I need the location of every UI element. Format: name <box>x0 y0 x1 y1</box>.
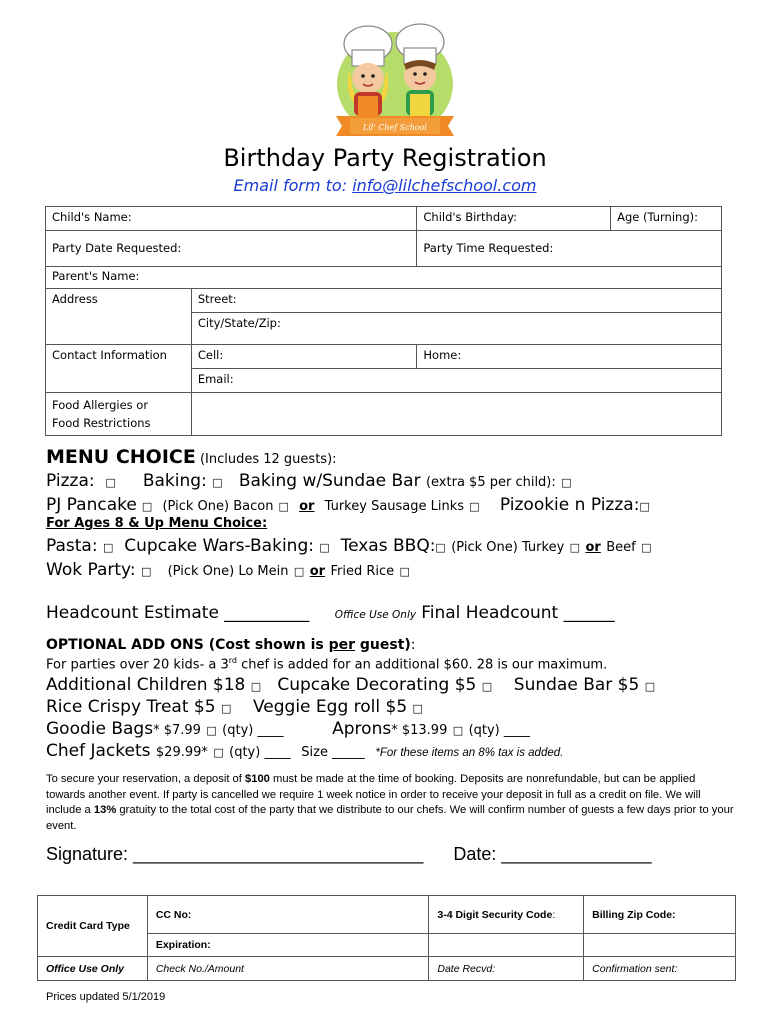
turkey-sausage-label: Turkey Sausage Links <box>324 499 465 514</box>
cc-type-field[interactable] <box>38 896 148 957</box>
menu-line-1 <box>46 471 572 491</box>
addons-heading-per: per <box>328 637 356 653</box>
registration-info-table <box>45 206 722 436</box>
security-code-field[interactable] <box>429 896 584 934</box>
pj-pancake-checkbox[interactable]: □ <box>141 500 153 513</box>
parent-name-field[interactable] <box>46 267 722 289</box>
child-name-field[interactable] <box>46 207 417 231</box>
email-prefix: Email form to: <box>233 176 353 195</box>
pizookie-checkbox[interactable]: □ <box>639 500 650 513</box>
menu-line-2 <box>46 495 650 515</box>
menu-heading: MENU CHOICE <box>46 446 196 468</box>
parent-name-label: Parent's Name: <box>52 269 140 283</box>
chef-jackets-size[interactable]: Size _____ <box>301 745 365 760</box>
aprons-checkbox[interactable]: □ <box>452 724 464 737</box>
deposit-policy <box>46 772 736 834</box>
expiration-blank-2 <box>584 934 736 957</box>
beef-checkbox[interactable]: □ <box>641 541 652 554</box>
bacon-checkbox[interactable]: □ <box>278 500 289 513</box>
party-date-label: Party Date Requested: <box>52 241 182 255</box>
cell-field[interactable] <box>191 345 417 369</box>
city-field[interactable] <box>191 313 721 345</box>
addons-heading-colon: : <box>410 637 416 653</box>
aprons-price: * $13.99 <box>391 723 448 738</box>
date-field[interactable]: Date: _______________ <box>453 844 652 864</box>
menu-heading-note: (Includes 12 guests): <box>195 452 337 467</box>
address-label: Address <box>52 292 98 306</box>
policy-c: gratuity to the total cost of the party that we distribute to our chefs. We will confirm number of guests a few days prior to your event. <box>46 804 734 832</box>
child-birthday-label: Child's Birthday: <box>423 210 518 224</box>
goodie-bags-checkbox[interactable]: □ <box>206 724 217 737</box>
or-label: or <box>299 499 315 514</box>
baking-sundae-label: Baking w/Sundae Bar <box>238 471 421 491</box>
pasta-checkbox[interactable]: □ <box>102 541 114 554</box>
addons-heading-b: guest) <box>355 637 411 653</box>
pj-pancake-label: PJ Pancake <box>46 495 137 515</box>
street-field[interactable] <box>191 289 721 313</box>
baking-checkbox[interactable]: □ <box>212 476 223 489</box>
contact-label: Contact Information <box>52 348 167 362</box>
cc-type-label: Credit Card Type <box>46 920 130 932</box>
veggie-egg-roll-checkbox[interactable]: □ <box>412 702 423 715</box>
billing-zip-field[interactable] <box>584 896 736 934</box>
party-date-field[interactable] <box>46 231 417 267</box>
age-field[interactable] <box>611 207 722 231</box>
headcount-office-use: Office Use Only <box>334 609 417 621</box>
expiration-blank-1 <box>429 934 584 957</box>
or-label-2: or <box>585 540 601 555</box>
aprons-qty[interactable]: (qty) ____ <box>468 723 530 738</box>
check-no-field[interactable] <box>147 957 429 981</box>
baking-sundae-note: (extra $5 per child): <box>425 475 556 490</box>
street-label: Street: <box>197 292 237 306</box>
logo-text: Lil' Chef School <box>363 123 427 132</box>
office-use-cell <box>38 957 148 981</box>
beef-label: Beef <box>606 540 636 555</box>
pizza-label: Pizza: <box>46 471 95 491</box>
chef-jackets-qty[interactable]: (qty) ____ <box>229 745 291 760</box>
confirmation-label: Confirmation sent: <box>592 962 678 975</box>
menu-heading-line <box>46 446 337 468</box>
addons-note-sup: rd <box>228 656 238 665</box>
baking-label: Baking: <box>142 471 207 491</box>
age-label: Age (Turning): <box>617 210 698 224</box>
party-time-field[interactable] <box>417 231 722 267</box>
headcount-line <box>46 603 615 623</box>
contact-label-cell <box>46 345 192 393</box>
child-name-label: Child's Name: <box>52 210 132 224</box>
date-recvd-label: Date Recvd: <box>437 962 496 975</box>
menu-line-3 <box>46 536 652 556</box>
addons-line-4 <box>46 741 563 761</box>
signature-line <box>46 844 652 865</box>
addons-note <box>46 656 607 672</box>
pick-one-bacon-label: (Pick One) Bacon <box>162 499 274 514</box>
addons-line-1 <box>46 675 655 695</box>
expiration-label: Expiration: <box>155 939 211 951</box>
fried-rice-checkbox[interactable]: □ <box>399 565 410 578</box>
pizza-checkbox[interactable]: □ <box>105 476 116 489</box>
wok-party-label: Wok Party: <box>46 560 136 580</box>
rice-crispy-label: Rice Crispy Treat $5 <box>46 697 216 717</box>
lomein-checkbox[interactable]: □ <box>293 565 305 578</box>
cupcake-wars-checkbox[interactable]: □ <box>319 541 330 554</box>
addons-line-3 <box>46 719 530 739</box>
cc-no-label: CC No: <box>155 908 192 921</box>
sundae-bar-checkbox[interactable]: □ <box>644 680 656 693</box>
child-birthday-field[interactable] <box>417 207 611 231</box>
pick-one-lomein-label: (Pick One) Lo Mein <box>167 564 289 579</box>
email-field[interactable] <box>191 369 721 393</box>
home-label: Home: <box>423 348 462 362</box>
baking-sundae-checkbox[interactable]: □ <box>561 476 572 489</box>
payment-table <box>37 895 736 981</box>
pick-one-turkey-label: (Pick One) Turkey <box>451 540 565 555</box>
chef-jackets-checkbox[interactable]: □ <box>213 746 224 759</box>
policy-gratuity: 13% <box>93 804 117 816</box>
ages-heading: For Ages 8 & Up Menu Choice: <box>46 516 268 531</box>
prices-updated: Prices updated 5/1/2019 <box>46 991 166 1003</box>
addons-line-2 <box>46 697 423 717</box>
cell-label: Cell: <box>197 348 224 362</box>
rice-crispy-checkbox[interactable]: □ <box>220 702 232 715</box>
security-code-colon: : <box>552 908 556 921</box>
check-no-label: Check No./Amount <box>155 962 244 975</box>
sundae-bar-label: Sundae Bar $5 <box>513 675 640 695</box>
email-link[interactable]: info@lilchefschool.com <box>352 176 537 195</box>
security-code-label: 3-4 Digit Security Code <box>437 908 553 921</box>
cupcake-wars-label: Cupcake Wars-Baking: <box>124 536 314 556</box>
policy-b: must be made at the time of booking. Deposits are nonrefundable, but can be applied towards another event. If party is cancelled we require 1 week notice in order to receive your deposit in full as a credit on file. We will include a <box>46 773 701 816</box>
goodie-bags-qty[interactable]: (qty) ____ <box>222 723 284 738</box>
aprons-label: Aprons <box>332 719 392 739</box>
final-headcount[interactable]: Final Headcount ______ <box>421 603 615 623</box>
additional-children-checkbox[interactable]: □ <box>250 680 262 693</box>
addons-note-a: For parties over 20 kids- a 3 <box>46 657 229 673</box>
food-restrictions-field[interactable] <box>191 393 721 436</box>
confirmation-field[interactable] <box>584 957 736 981</box>
wok-party-checkbox[interactable]: □ <box>140 565 152 578</box>
party-time-label: Party Time Requested: <box>423 241 554 255</box>
email-line <box>0 176 770 195</box>
email-label: Email: <box>197 372 234 386</box>
city-label: City/State/Zip: <box>197 316 281 330</box>
expiration-field[interactable] <box>147 934 429 957</box>
page-title: Birthday Party Registration <box>223 144 547 172</box>
addons-heading <box>46 637 416 653</box>
chef-jackets-price: $29.99* <box>155 745 208 760</box>
cupcake-decorating-checkbox[interactable]: □ <box>481 680 493 693</box>
goodie-bags-price: * $7.99 <box>153 723 201 738</box>
additional-children-label: Additional Children $18 <box>46 675 246 695</box>
home-field[interactable] <box>417 345 722 369</box>
chef-jackets-label: Chef Jackets <box>46 741 151 761</box>
or-label-3: or <box>309 564 326 579</box>
food-restrictions-label: Food Restrictions <box>52 416 151 430</box>
food-allergies-label: Food Allergies or <box>52 398 149 412</box>
headcount-estimate[interactable]: Headcount Estimate __________ <box>46 603 310 623</box>
office-use-label: Office Use Only <box>46 962 125 975</box>
lil-chef-school-logo <box>330 12 460 144</box>
pasta-label: Pasta: <box>46 536 98 556</box>
policy-a: To secure your reservation, a deposit of <box>46 773 245 785</box>
date-recvd-field[interactable] <box>429 957 584 981</box>
fried-rice-label: Fried Rice <box>330 564 395 579</box>
tax-note: *For these items an 8% tax is added. <box>375 747 564 759</box>
food-label-cell <box>46 393 192 436</box>
addons-note-b: chef is added for an additional $60. 28 is our maximum. <box>237 657 608 673</box>
menu-line-4 <box>46 560 410 580</box>
texas-bbq-checkbox[interactable]: □ <box>435 541 446 554</box>
cupcake-decorating-label: Cupcake Decorating $5 <box>277 675 477 695</box>
texas-bbq-label: Texas BBQ: <box>340 536 436 556</box>
veggie-egg-roll-label: Veggie Egg roll $5 <box>252 697 408 717</box>
pizookie-label: Pizookie n Pizza: <box>499 495 640 515</box>
goodie-bags-label: Goodie Bags <box>46 719 154 739</box>
billing-zip-label: Billing Zip Code: <box>592 908 676 921</box>
signature-field[interactable]: Signature: _____________________________ <box>46 844 424 864</box>
addons-heading-a: OPTIONAL ADD ONS (Cost shown is <box>46 637 329 653</box>
turkey-sausage-checkbox[interactable]: □ <box>469 500 480 513</box>
policy-deposit: $100 <box>245 773 270 785</box>
turkey-checkbox[interactable]: □ <box>569 541 581 554</box>
address-label-cell <box>46 289 192 345</box>
cc-no-field[interactable] <box>147 896 429 934</box>
